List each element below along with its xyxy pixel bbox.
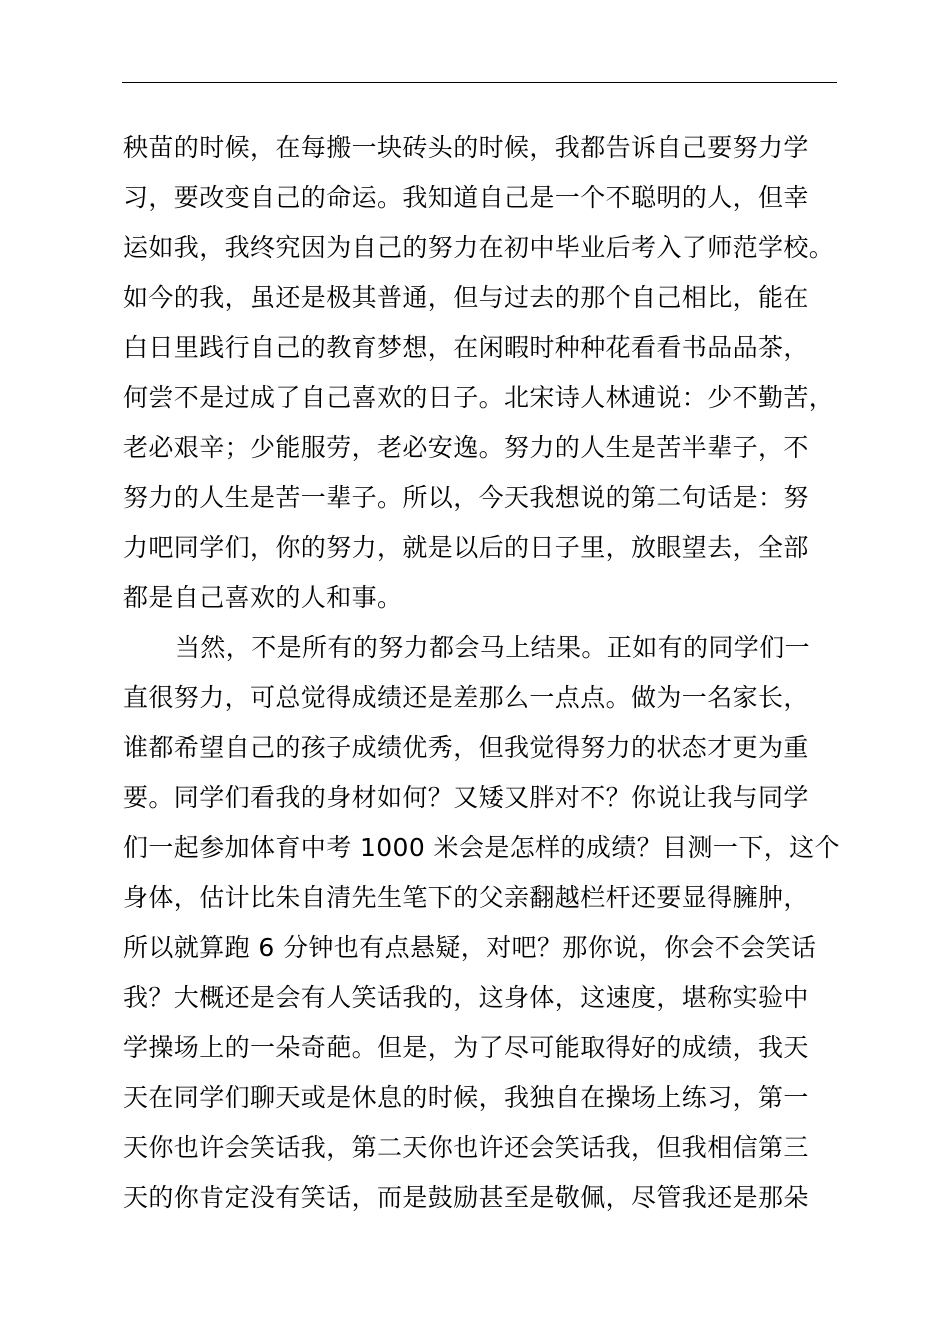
text-line: 身体，估计比朱自清先生笔下的父亲翻越栏杆还要显得臃肿， <box>123 883 809 912</box>
text-line: 天的你肯定没有笑话，而是鼓励甚至是敬佩，尽管我还是那朵 <box>123 1183 809 1212</box>
text-line: 天在同学们聊天或是休息的时候，我独自在操场上练习，第一 <box>123 1083 809 1112</box>
header-rule <box>122 82 837 83</box>
text-line: 白日里践行自己的教育梦想，在闲暇时种种花看看书品品茶， <box>123 333 809 362</box>
text-line: 如今的我，虽还是极其普通，但与过去的那个自己相比，能在 <box>123 283 809 312</box>
text-line: 所以就算跑 6 分钟也有点悬疑，对吧？那你说，你会不会笑话 <box>123 933 817 962</box>
text-line: 运如我，我终究因为自己的努力在初中毕业后考入了师范学校。 <box>123 233 835 262</box>
text-line: 习，要改变自己的命运。我知道自己是一个不聪明的人，但幸 <box>123 183 809 212</box>
text-line: 都是自己喜欢的人和事。 <box>123 583 403 612</box>
text-line: 直很努力，可总觉得成绩还是差那么一点点。做为一名家长， <box>123 683 809 712</box>
text-line: 要。同学们看我的身材如何？又矮又胖对不？你说让我与同学 <box>123 783 809 812</box>
text-line: 们一起参加体育中考 1000 米会是怎样的成绩？目测一下，这个 <box>123 833 840 862</box>
text-line: 谁都希望自己的孩子成绩优秀，但我觉得努力的状态才更为重 <box>123 733 809 762</box>
text-line: 何尝不是过成了自己喜欢的日子。北宋诗人林逋说：少不勤苦， <box>123 383 835 412</box>
text-line: 秧苗的时候，在每搬一块砖头的时候，我都告诉自己要努力学 <box>123 133 809 162</box>
text-line: 学操场上的一朵奇葩。但是，为了尽可能取得好的成绩，我天 <box>123 1033 809 1062</box>
paragraph-first-line: 当然，不是所有的努力都会马上结果。正如有的同学们一 <box>175 633 811 662</box>
text-line: 力吧同学们，你的努力，就是以后的日子里，放眼望去，全部 <box>123 533 809 562</box>
text-line: 天你也许会笑话我，第二天你也许还会笑话我，但我相信第三 <box>123 1133 809 1162</box>
text-line: 我？大概还是会有人笑话我的，这身体，这速度，堪称实验中 <box>123 983 809 1012</box>
text-line: 老必艰辛；少能服劳，老必安逸。努力的人生是苦半辈子，不 <box>123 433 809 462</box>
text-line: 努力的人生是苦一辈子。所以，今天我想说的第二句话是：努 <box>123 483 809 512</box>
